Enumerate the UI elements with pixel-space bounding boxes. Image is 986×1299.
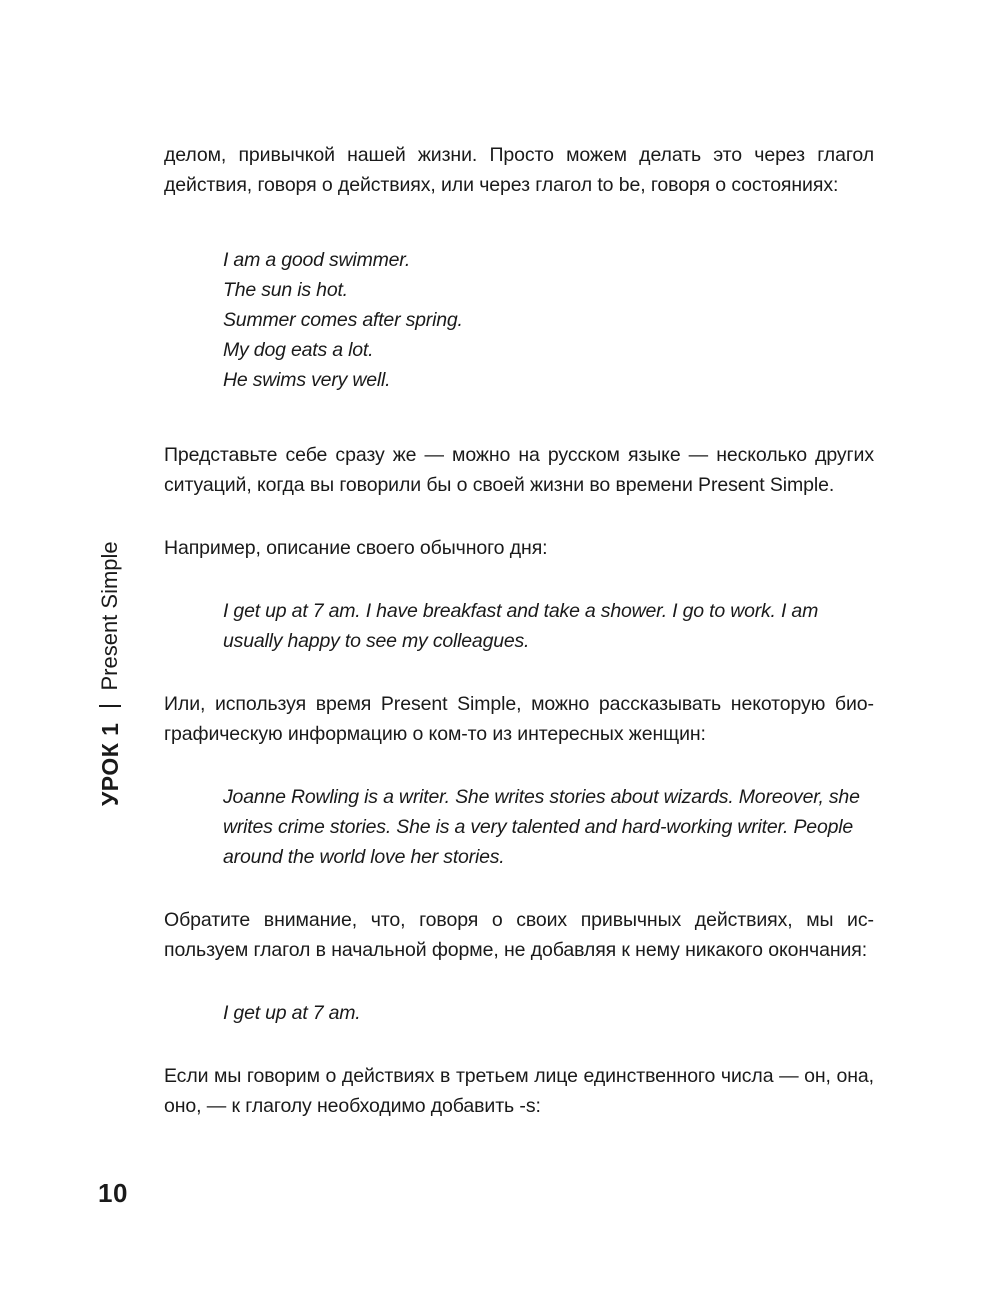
example-line: The sun is hot. — [223, 279, 348, 301]
example-line: Summer comes after spring. — [223, 309, 463, 331]
example-line: He swims very well. — [223, 369, 391, 391]
paragraph-imagine: Представьте себе сразу же — можно на русском языке — несколько других ситуаций, когда вы говорили бы о своей жизни во времени Present Simple. — [164, 444, 874, 496]
example-block-3: Joanne Rowling is a writer. She writes stories about wizards. Moreover, she writes crime stories. She is a very talented and hard-working writer. People around the world love her stories. — [223, 786, 860, 868]
paragraph-example-day: Например, описание своего обычного дня: — [164, 537, 548, 559]
topic-label: Present Simple — [97, 541, 122, 691]
example-block-1 — [164, 245, 874, 395]
page-number: 10 — [98, 1178, 128, 1208]
example-block-4: I get up at 7 am. — [223, 1002, 361, 1024]
paragraph-intro: делом, привычкой нашей жизни. Просто можем делать это через глагол действия, говоря о действиях, или через глагол to be, говоря о состояниях: — [164, 144, 874, 196]
example-line: My dog eats a lot. — [223, 339, 374, 361]
paragraph-third-person: Если мы говорим о действиях в третьем лице единственного числа — он, она, оно, — к глаголу необходимо добавить -s: — [164, 1065, 874, 1117]
lesson-label: УРОК 1 — [97, 722, 123, 806]
example-block-2: I get up at 7 am. I have breakfast and take a shower. I go to work. I am usually happy to see my colleagues. — [223, 600, 819, 652]
example-line: I am a good swimmer. — [223, 249, 411, 271]
page-body — [164, 140, 874, 1121]
header-divider — [99, 705, 121, 707]
paragraph-note: Обратите внимание, что, говоря о своих привычных действиях, мы используем глагол в начальной форме, не добавляя к нему никакого окончания: — [164, 909, 874, 961]
running-header — [97, 541, 123, 806]
paragraph-biography: Или, используя время Present Simple, можно рассказывать некоторую биографическую информацию о ком-то из интересных женщин: — [164, 693, 874, 745]
